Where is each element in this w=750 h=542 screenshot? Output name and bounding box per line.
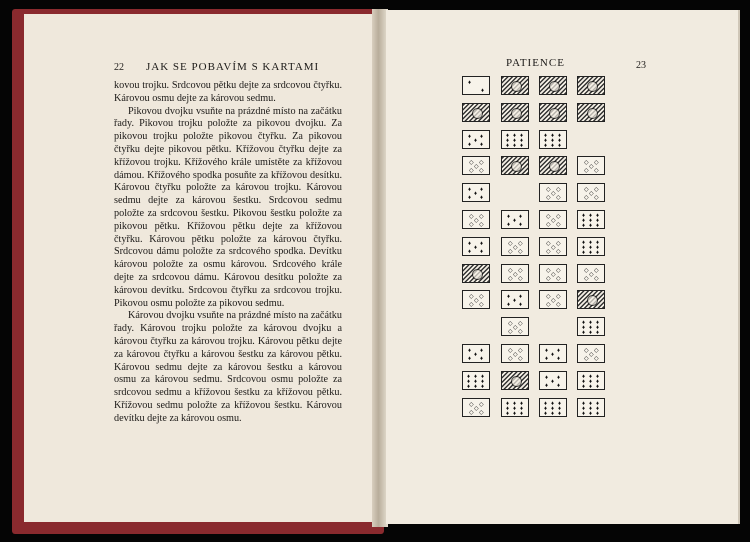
card-pip: ♦ [506, 137, 510, 144]
card-pip: ♦ [480, 195, 484, 202]
card-pip: ◇ [556, 187, 561, 194]
card-pip: ◇ [589, 271, 594, 278]
playing-card [462, 290, 490, 309]
card-pip: ♦ [480, 133, 484, 140]
card-pip: ♦ [558, 410, 562, 417]
card-pip: ◇ [479, 294, 484, 301]
card-pip: ♦ [545, 382, 549, 389]
playing-card [501, 210, 529, 229]
card-pip: ♦ [557, 356, 561, 362]
card-pip: ◇ [469, 214, 474, 220]
playing-card [462, 371, 490, 390]
card-pip: ♦ [582, 239, 586, 246]
playing-card [501, 237, 529, 256]
card-pip: ◇ [556, 195, 561, 202]
playing-card [539, 156, 567, 175]
card-pip: ♦ [506, 410, 510, 417]
card-pip: ◇ [594, 348, 599, 354]
card-pip: ♦ [513, 410, 517, 417]
card-pip: ♦ [468, 141, 472, 148]
card-pip: ◇ [589, 164, 594, 171]
card-pip: ♦ [507, 294, 511, 301]
card-pip: ♦ [558, 137, 562, 144]
card-pip: ◇ [508, 267, 513, 274]
playing-card [577, 210, 605, 229]
card-pip: ♦ [558, 400, 562, 407]
playing-card [539, 210, 567, 229]
playing-card [501, 76, 529, 95]
card-pip: ♦ [596, 400, 600, 407]
card-pip: ♦ [468, 195, 472, 202]
card-pip: ♦ [551, 132, 555, 139]
card-pip: ♦ [596, 330, 600, 337]
card-pip: ♦ [589, 400, 593, 407]
card-pip: ♦ [468, 248, 472, 255]
card-pip: ♦ [551, 405, 555, 412]
card-pip: ◇ [546, 302, 551, 309]
card-pip: ♦ [589, 239, 593, 246]
right-running-head: PATIENCE [506, 57, 565, 69]
card-pip: ◇ [474, 405, 479, 412]
card-pip: ♦ [468, 80, 472, 86]
card-pip: ♦ [520, 405, 524, 412]
card-pip: ♦ [582, 223, 586, 229]
card-pip: ♦ [481, 378, 485, 385]
card-pip: ◇ [594, 168, 599, 175]
card-pip: ♦ [582, 373, 586, 380]
playing-card [539, 237, 567, 256]
card-pip: ♦ [513, 132, 517, 139]
card-pip: ♦ [520, 132, 524, 139]
card-pip: ◇ [556, 240, 561, 247]
card-pip: ◇ [551, 244, 556, 251]
playing-card [501, 103, 529, 122]
card-pip: ◇ [479, 302, 484, 309]
playing-card [577, 290, 605, 309]
card-pip: ◇ [508, 321, 513, 328]
playing-card [462, 156, 490, 175]
card-pip: ◇ [469, 294, 474, 301]
card-pip: ◇ [546, 195, 551, 202]
card-pip: ◇ [508, 275, 513, 282]
card-pip: ♦ [507, 214, 511, 220]
card-pip: ♦ [582, 213, 586, 219]
patience-card-layout [462, 76, 610, 424]
playing-card [577, 264, 605, 283]
card-pip: ◇ [518, 321, 523, 328]
card-pip: ♦ [589, 223, 593, 229]
card-pip: ♦ [519, 294, 523, 301]
card-pip: ♦ [513, 400, 517, 407]
card-pip: ♦ [519, 222, 523, 228]
card-pip: ♦ [582, 383, 586, 390]
card-pip: ♦ [513, 405, 517, 412]
playing-card [577, 183, 605, 202]
card-pip: ◇ [584, 348, 589, 354]
playing-card [539, 344, 567, 363]
card-pip: ◇ [469, 409, 474, 416]
card-pip: ◇ [508, 240, 513, 247]
card-pip: ◇ [556, 275, 561, 282]
card-pip: ♦ [589, 410, 593, 417]
card-pip: ◇ [513, 244, 518, 251]
card-pip: ♦ [589, 320, 593, 327]
playing-card [539, 264, 567, 283]
card-pip: ♦ [557, 382, 561, 389]
card-pip: ♦ [474, 191, 478, 198]
playing-card [501, 290, 529, 309]
card-pip: ◇ [513, 271, 518, 278]
playing-card [501, 371, 529, 390]
card-pip: ◇ [474, 218, 479, 224]
card-pip: ♦ [480, 141, 484, 148]
card-pip: ♦ [474, 244, 478, 251]
card-pip: ♦ [474, 137, 478, 144]
card-pip: ◇ [556, 302, 561, 309]
card-pip: ◇ [518, 348, 523, 354]
card-pip: ♦ [589, 249, 593, 256]
card-pip: ♦ [474, 383, 478, 390]
card-pip: ◇ [518, 240, 523, 247]
card-pip: ◇ [513, 325, 518, 332]
card-pip: ♦ [481, 88, 485, 94]
card-pip: ◇ [546, 214, 551, 220]
playing-card [539, 130, 567, 149]
card-pip: ♦ [544, 142, 548, 149]
card-pip: ♦ [544, 400, 548, 407]
playing-card [539, 103, 567, 122]
card-pip: ◇ [556, 248, 561, 255]
card-pip: ♦ [506, 400, 510, 407]
card-pip: ♦ [557, 374, 561, 381]
card-pip: ♦ [545, 348, 549, 354]
card-pip: ◇ [513, 352, 518, 358]
card-pip: ◇ [546, 267, 551, 274]
card-pip: ♦ [596, 405, 600, 412]
card-pip: ♦ [467, 383, 471, 390]
card-pip: ♦ [468, 133, 472, 140]
card-pip: ♦ [544, 405, 548, 412]
card-pip: ♦ [589, 218, 593, 224]
card-pip: ◇ [551, 191, 556, 198]
card-pip: ◇ [508, 329, 513, 336]
card-pip: ♦ [506, 132, 510, 139]
card-pip: ♦ [589, 330, 593, 337]
card-pip: ◇ [469, 168, 474, 175]
card-pip: ◇ [469, 401, 474, 408]
playing-card [539, 183, 567, 202]
card-pip: ♦ [596, 244, 600, 251]
playing-card [501, 130, 529, 149]
card-pip: ◇ [508, 248, 513, 255]
card-pip: ♦ [589, 325, 593, 332]
card-pip: ◇ [594, 275, 599, 282]
card-pip: ♦ [507, 302, 511, 309]
playing-card [577, 237, 605, 256]
card-pip: ♦ [544, 132, 548, 139]
card-pip: ♦ [506, 405, 510, 412]
left-page-number: 22 [114, 62, 124, 73]
playing-card [501, 317, 529, 336]
card-pip: ♦ [596, 218, 600, 224]
card-pip: ♦ [582, 320, 586, 327]
card-pip: ◇ [584, 168, 589, 175]
playing-card [462, 344, 490, 363]
card-pip: ◇ [546, 248, 551, 255]
card-pip: ♦ [480, 240, 484, 247]
playing-card [462, 210, 490, 229]
card-pip: ♦ [513, 298, 517, 305]
card-pip: ♦ [582, 378, 586, 385]
card-pip: ◇ [594, 267, 599, 274]
card-pip: ◇ [518, 248, 523, 255]
card-pip: ◇ [546, 294, 551, 301]
card-pip: ♦ [507, 222, 511, 228]
card-pip: ◇ [479, 222, 484, 228]
card-pip: ◇ [589, 352, 594, 358]
card-pip: ♦ [467, 373, 471, 380]
card-pip: ♦ [513, 218, 517, 224]
card-pip: ◇ [474, 164, 479, 171]
card-pip: ♦ [520, 137, 524, 144]
playing-card [501, 398, 529, 417]
card-pip: ♦ [481, 373, 485, 380]
card-pip: ◇ [546, 222, 551, 228]
card-pip: ◇ [469, 222, 474, 228]
card-pip: ♦ [558, 142, 562, 149]
card-pip: ♦ [557, 348, 561, 354]
playing-card [501, 344, 529, 363]
card-pip: ◇ [556, 294, 561, 301]
card-pip: ◇ [518, 356, 523, 362]
playing-card [501, 264, 529, 283]
card-pip: ◇ [518, 329, 523, 336]
card-pip: ♦ [589, 213, 593, 219]
card-pip: ◇ [479, 214, 484, 220]
card-pip: ♦ [596, 239, 600, 246]
card-pip: ♦ [480, 356, 484, 362]
card-pip: ♦ [596, 249, 600, 256]
card-pip: ◇ [508, 356, 513, 362]
card-pip: ◇ [469, 302, 474, 309]
card-pip: ◇ [584, 356, 589, 362]
card-pip: ♦ [558, 132, 562, 139]
card-pip: ♦ [467, 378, 471, 385]
playing-card [539, 290, 567, 309]
card-pip: ◇ [556, 267, 561, 274]
card-pip: ♦ [596, 320, 600, 327]
card-pip: ♦ [596, 325, 600, 332]
card-pip: ◇ [584, 187, 589, 194]
playing-card [462, 237, 490, 256]
left-running-head: JAK SE POBAVÍM S KARTAMI [146, 61, 320, 73]
card-pip: ♦ [545, 356, 549, 362]
card-pip: ◇ [551, 218, 556, 224]
card-pip: ◇ [584, 160, 589, 167]
card-pip: ♦ [596, 213, 600, 219]
card-pip: ◇ [551, 298, 556, 305]
card-pip: ♦ [520, 142, 524, 149]
playing-card [577, 103, 605, 122]
playing-card [539, 398, 567, 417]
card-pip: ♦ [582, 405, 586, 412]
card-pip: ♦ [480, 248, 484, 255]
card-pip: ♦ [551, 400, 555, 407]
card-pip: ♦ [551, 142, 555, 149]
card-pip: ♦ [582, 244, 586, 251]
card-pip: ◇ [556, 222, 561, 228]
playing-card [539, 371, 567, 390]
card-pip: ♦ [513, 142, 517, 149]
playing-card [501, 156, 529, 175]
card-pip: ♦ [582, 325, 586, 332]
card-pip: ♦ [582, 410, 586, 417]
playing-card [577, 156, 605, 175]
playing-card [462, 103, 490, 122]
card-pip: ♦ [589, 405, 593, 412]
card-pip: ◇ [556, 214, 561, 220]
card-pip: ♦ [589, 378, 593, 385]
card-pip: ♦ [551, 410, 555, 417]
card-pip: ◇ [594, 195, 599, 202]
card-pip: ◇ [518, 267, 523, 274]
right-page-number: 23 [636, 60, 646, 71]
playing-card [462, 76, 490, 95]
card-pip: ♦ [596, 378, 600, 385]
card-pip: ♦ [596, 223, 600, 229]
card-pip: ♦ [520, 410, 524, 417]
card-pip: ◇ [584, 275, 589, 282]
card-pip: ♦ [520, 400, 524, 407]
card-pip: ♦ [545, 374, 549, 381]
paragraph-1: kovou trojku. Srdcovou pětku dejte za srdcovou čtyřku. Károvou osmu dejte za károvou sedmu. [114, 80, 342, 104]
card-pip: ◇ [546, 187, 551, 194]
playing-card [577, 317, 605, 336]
card-pip: ♦ [468, 348, 472, 354]
card-pip: ♦ [468, 187, 472, 194]
card-pip: ♦ [474, 373, 478, 380]
card-pip: ♦ [582, 330, 586, 337]
card-pip: ♦ [519, 302, 523, 309]
card-pip: ◇ [546, 275, 551, 282]
card-pip: ♦ [506, 142, 510, 149]
card-pip: ♦ [551, 137, 555, 144]
playing-card [577, 76, 605, 95]
card-pip: ♦ [596, 373, 600, 380]
card-pip: ♦ [480, 348, 484, 354]
card-pip: ♦ [513, 137, 517, 144]
card-pip: ♦ [474, 352, 478, 358]
card-pip: ♦ [468, 356, 472, 362]
card-pip: ◇ [479, 160, 484, 167]
card-pip: ◇ [546, 240, 551, 247]
card-pip: ♦ [558, 405, 562, 412]
card-pip: ♦ [551, 352, 555, 358]
card-pip: ◇ [584, 195, 589, 202]
card-pip: ♦ [468, 240, 472, 247]
card-pip: ♦ [519, 214, 523, 220]
paragraph-3: Károvou dvojku vsuňte na prázdné místo na začátku řady. Károvou trojku položte za károvou dvojku a károvou čtyřku za károvou trojku. Károvou pětku dejte za károvou čtyřku a károvou šestku za károvou pětku. Károvou sedmu dejte za károvou šestku a károvou osmu za károvou sedmu. Srdcovou osmu položte za srdcovou sedmu a křížovou šestku za křížovou pětku. Křížovou sedmu položte za křížovou šestku. Károvou devítku dejte za károvou osmu. [114, 310, 342, 424]
card-pip: ◇ [508, 348, 513, 354]
card-pip: ♦ [582, 400, 586, 407]
card-pip: ◇ [589, 191, 594, 198]
card-pip: ♦ [582, 249, 586, 256]
card-pip: ♦ [589, 373, 593, 380]
playing-card [577, 398, 605, 417]
card-pip: ♦ [582, 218, 586, 224]
card-pip: ◇ [474, 298, 479, 305]
card-pip: ◇ [479, 409, 484, 416]
card-pip: ◇ [584, 267, 589, 274]
playing-card [462, 264, 490, 283]
card-pip: ◇ [594, 160, 599, 167]
card-pip: ◇ [594, 356, 599, 362]
paragraph-2: Pikovou dvojku vsuňte na prázdné místo na začátku řady. Pikovou trojku položte za pikovou dvojku. Za pikovou trojku položte pikovou čtyřku. Za pikovou čtyřku dejte pikovou pětku. Křížovou čtyřku dejte za křížovou trojku. Křížového krále umístěte za křížovou dámou. Křížového spodka posuňte za křížovou desítku. Károvou čtyřku položte za károvou trojku. Károvou sedmu dejte za károvou šestku. Srdcovou sedmu položte za srdcovou šestku. Pikovou šestku položte za pikovou pětku. Křížovou pětku dejte za křížovou čtyřku. Károvou pětku položte za károvou čtyřku. Srdcovou dámu položte za srdcového spodka. Devítku károvou položte za osmu károvou. Srdcového krále dejte za srdcovou dámu. Károvou desítku položte za károvou devítku. Srdcovou čtyřku za srdcovou trojku. Pikovou osmu položte za pikovou sedmu. [114, 105, 342, 309]
playing-card [462, 130, 490, 149]
playing-card [462, 183, 490, 202]
card-pip: ◇ [518, 275, 523, 282]
card-pip: ◇ [479, 401, 484, 408]
playing-card [577, 371, 605, 390]
card-pip: ◇ [594, 187, 599, 194]
card-pip: ♦ [544, 410, 548, 417]
card-pip: ♦ [480, 187, 484, 194]
playing-card [539, 76, 567, 95]
card-pip: ♦ [551, 378, 555, 385]
card-pip: ♦ [474, 378, 478, 385]
card-pip: ◇ [551, 271, 556, 278]
playing-card [577, 344, 605, 363]
card-pip: ♦ [596, 410, 600, 417]
card-pip: ♦ [481, 383, 485, 390]
card-pip: ◇ [479, 168, 484, 175]
playing-card [462, 398, 490, 417]
card-pip: ◇ [469, 160, 474, 167]
card-pip: ♦ [589, 383, 593, 390]
left-page-body [114, 80, 342, 426]
card-pip: ♦ [596, 383, 600, 390]
card-pip: ♦ [589, 244, 593, 251]
card-pip: ♦ [544, 137, 548, 144]
